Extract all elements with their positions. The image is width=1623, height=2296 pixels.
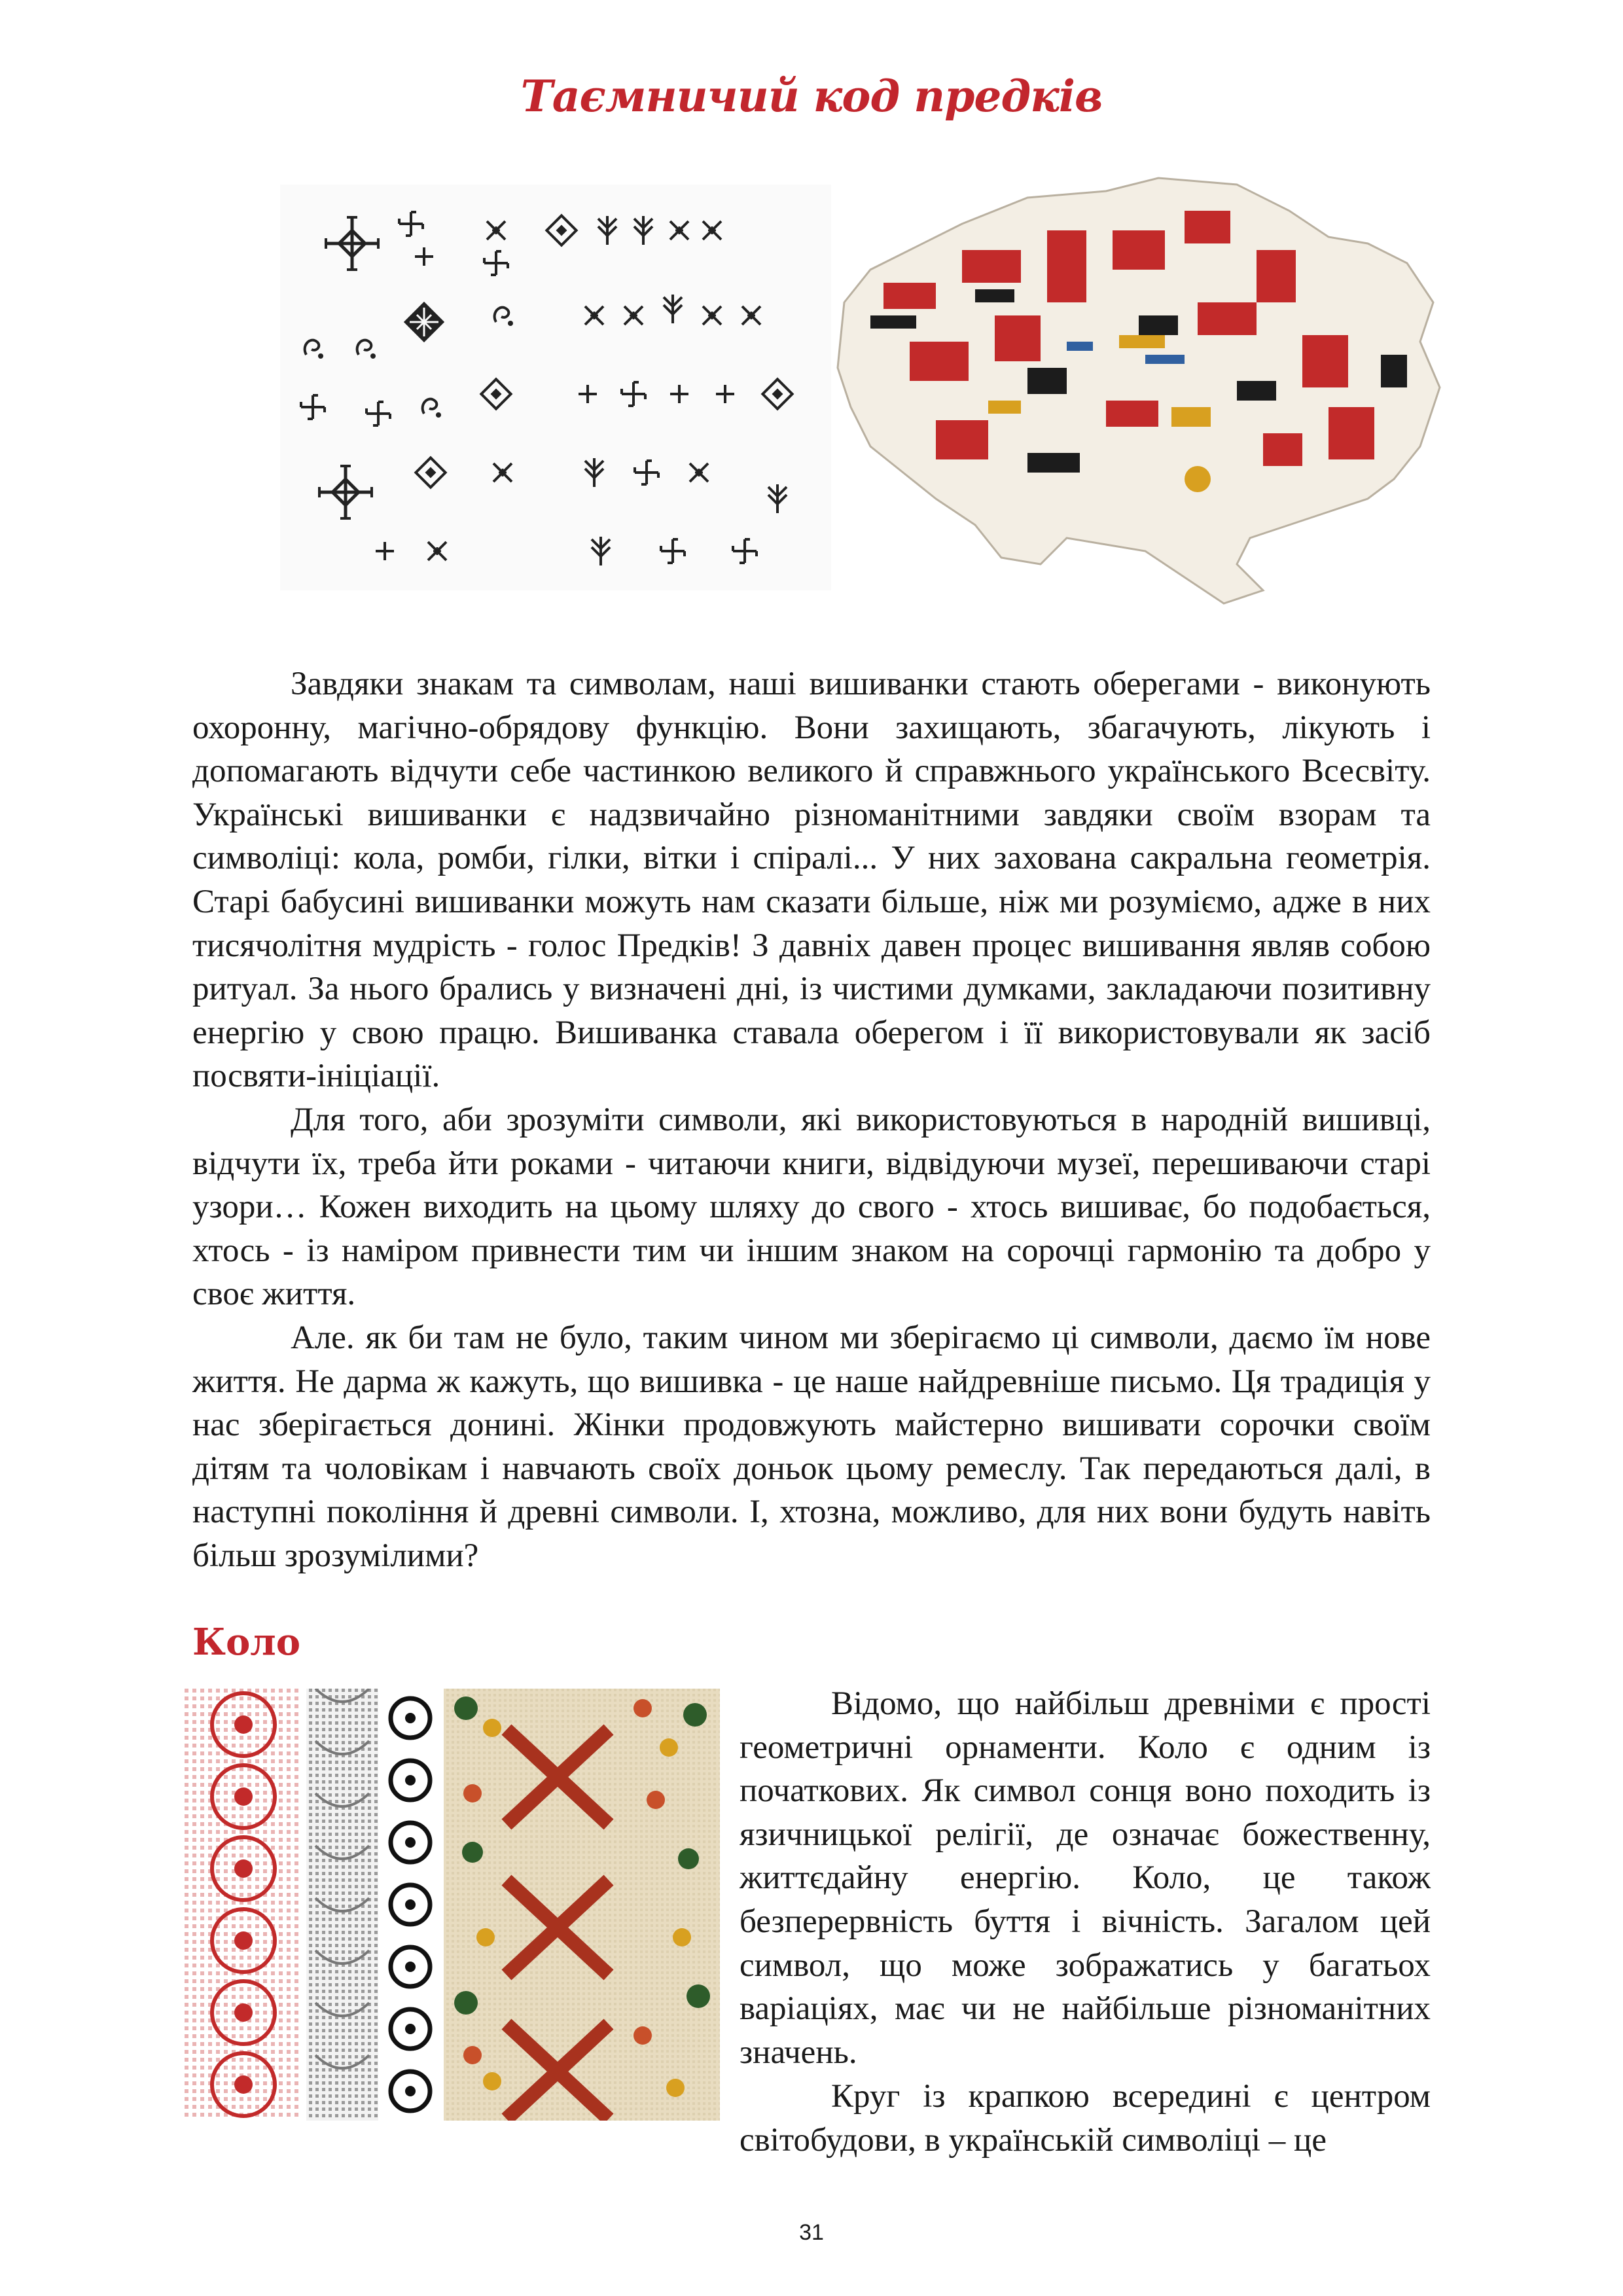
- embroidery-symbols-figure: [280, 185, 831, 590]
- embroidery-symbols-icon: [280, 185, 831, 590]
- page-number: 31: [799, 2220, 824, 2245]
- circle-embroidery-figure: [185, 1689, 720, 2121]
- circle-embroidery-icon: [185, 1689, 720, 2121]
- body-paragraph-1: Завдяки знакам та символам, наші вишиванки стають оберегами - виконують охоронну, магічно-обрядову функцію. Вони захищають, збагачують, лікують і допомагають відчути себе частинкою великого й справжнього українського Всесвіту. Українські вишиванки є надзвичайно різноманітними завдяки своїм взорам та символіці: кола, ромби, гілки, вітки і спіралі... У них захована сакральна геометрія. Старі бабусині вишиванки можуть нам сказати більше, ніж ми розуміємо, адже в них тисячолітня мудрість - голос Предків! З давніх давен процес вишивання являв собою ритуал. За нього брались у визначені дні, із чистими думками, закладаючи позитивну енергію у свою працю. Вишиванка ставала оберегом і її використовували як засіб посвяти-ініціації.: [192, 666, 1431, 1095]
- section-heading: Коло: [192, 1621, 301, 1664]
- ukraine-embroidery-map-figure: [831, 171, 1445, 617]
- section-paragraph-2: Круг із крапкою всередині є центром світобудови, в українській символіці – це: [740, 2078, 1431, 2159]
- body-paragraph-2: Для того, аби зрозуміти символи, які використовуються в народній вишивці, відчути їх, треба йти роками - читаючи книги, відвідуючи музеї, перешиваючи старі узори… Кожен виходить на цьому шляху до свого - хтось вишиває, бо подобається, хтось - із наміром привнести тим чи іншим знаком на сорочці гармонію та добро у своє життя.: [192, 1102, 1431, 1313]
- section-paragraph-1: Відомо, що найбільш древніми є прості геометричні орнаменти. Коло є одним із початкових. Як символ сонця воно походить із язичницької релігії, де означає божественну, життєдайну енергію. Коло, це також безперервність буття і вічність. Загалом цей символ, що може зображатись у багатьох варіаціях, має чи не найбільше різноманітних значень.: [740, 1685, 1431, 2071]
- page-title: Таємничий код предків: [520, 71, 1103, 122]
- ukraine-embroidery-map-icon: [831, 171, 1445, 617]
- body-paragraph-3: Але. як би там не було, таким чином ми зберігаємо ці символи, даємо їм нове життя. Не дарма ж кажуть, що вишивка - це наше найдревніше письмо. Ця традиція у нас зберігається донині. Жінки продовжують майстерно вишивати сорочки своїм дітям та чоловікам і навчають своїх доньок цьому ремеслу. Так передаються далі, в наступні покоління й древні символи. І, хтозна, можливо, для них вони будуть навіть більш зрозумілими?: [192, 1319, 1431, 1574]
